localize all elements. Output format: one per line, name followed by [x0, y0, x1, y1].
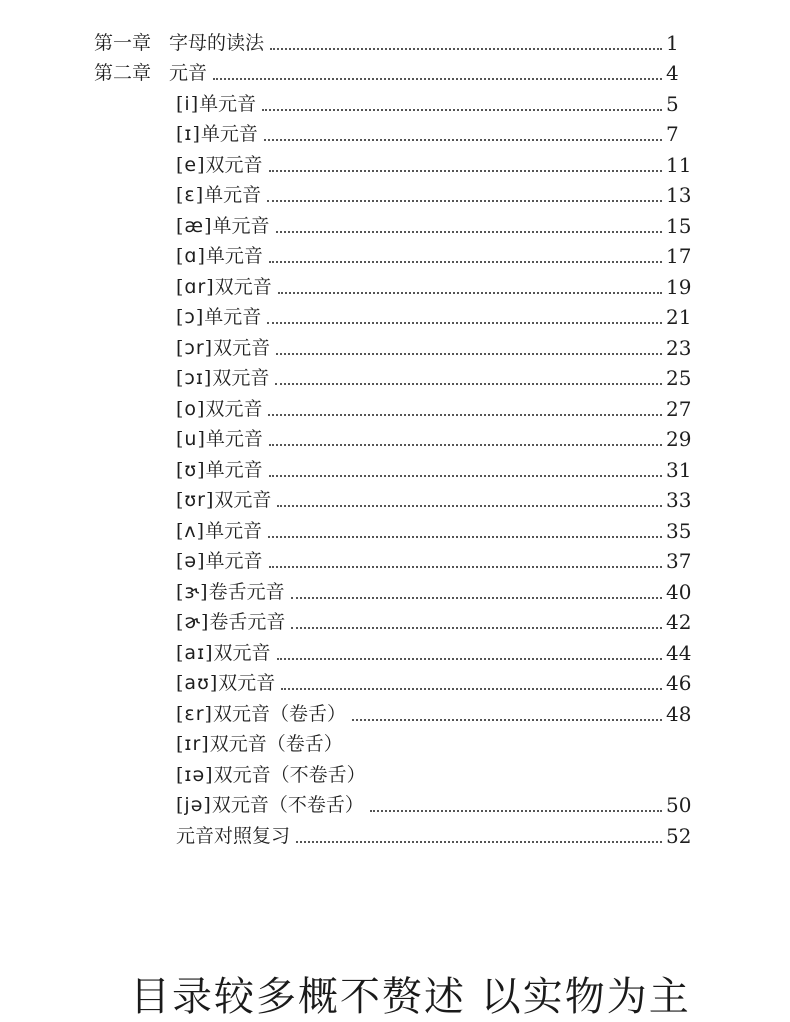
ipa-symbol: [176, 729, 210, 759]
toc-chapter-row[interactable]: [0, 27, 790, 58]
toc-entry-label: [176, 607, 285, 637]
toc-section-row[interactable]: [0, 88, 790, 119]
toc-section-row[interactable]: [0, 698, 790, 729]
dot-leader: [269, 565, 662, 568]
ipa-text: jə: [184, 794, 204, 816]
toc-entry-label: [176, 333, 270, 363]
left-bracket: [: [176, 367, 185, 389]
toc-entry-label: [176, 241, 263, 271]
left-bracket: [: [176, 336, 185, 359]
dot-leader: [291, 626, 662, 629]
page-number: 23: [666, 335, 692, 360]
section-title: 双元音: [205, 397, 263, 420]
left-bracket: [: [176, 123, 185, 145]
ipa-symbol: [176, 760, 214, 790]
dot-leader: [352, 718, 662, 721]
ipa-text: ɔɪ: [184, 367, 204, 389]
left-bracket: [: [176, 214, 185, 237]
right-bracket: ]: [203, 794, 212, 816]
dot-leader: [264, 138, 662, 141]
ipa-symbol: [176, 119, 201, 149]
page-number: 5: [666, 91, 679, 116]
toc-review-row[interactable]: [0, 820, 790, 851]
toc-section-row[interactable]: [0, 485, 790, 516]
toc-entry-label: [176, 638, 271, 668]
ipa-text: ʊr: [184, 489, 206, 511]
toc-entry-label: [176, 760, 366, 790]
section-title: 单元音: [212, 214, 270, 237]
ipa-text: ɝ: [184, 580, 201, 603]
right-bracket: ]: [195, 184, 205, 206]
left-bracket: [: [176, 641, 185, 664]
ipa-text: aʊ: [184, 672, 210, 694]
toc-entry-label: [94, 58, 207, 88]
toc-section-row[interactable]: [0, 180, 790, 211]
ipa-text: ɔr: [184, 336, 205, 359]
right-bracket: ]: [197, 458, 206, 481]
section-title: 单元音: [200, 123, 258, 145]
ipa-text: ɑr: [184, 275, 207, 298]
ipa-symbol: [176, 546, 206, 576]
ipa-text: ɪ: [184, 123, 193, 145]
toc-section-row[interactable]: [0, 607, 790, 638]
left-bracket: [: [176, 92, 185, 115]
right-bracket: ]: [197, 245, 206, 267]
right-bracket: ]: [209, 672, 219, 694]
toc-entry-label: [94, 28, 264, 58]
right-bracket: ]: [206, 275, 215, 298]
page-number: 27: [666, 396, 692, 421]
ipa-text: ɚ: [184, 611, 201, 633]
left-bracket: [: [176, 550, 185, 572]
ipa-symbol: [176, 424, 206, 454]
toc-section-row[interactable]: [0, 515, 790, 546]
section-title: 单元音: [199, 92, 257, 115]
ipa-symbol: [176, 333, 213, 363]
left-bracket: [: [176, 306, 185, 328]
page-number: 29: [666, 427, 692, 451]
page-number: 50: [666, 793, 692, 817]
left-bracket: [: [176, 489, 185, 511]
toc-entry-label: [176, 577, 285, 607]
ipa-symbol: [176, 485, 214, 515]
right-bracket: ]: [204, 702, 213, 725]
ipa-symbol: [176, 89, 199, 119]
page-number: 42: [666, 610, 692, 634]
section-title: 双元音: [218, 672, 276, 694]
toc-section-row[interactable]: [0, 637, 790, 668]
dot-leader: [291, 596, 662, 599]
right-bracket: ]: [203, 367, 213, 389]
page-number: 21: [666, 305, 692, 329]
right-bracket: ]: [197, 153, 206, 176]
toc-section-row[interactable]: [0, 790, 790, 821]
toc-entry-label: [176, 424, 263, 454]
ipa-symbol: [176, 577, 209, 607]
page-number: 13: [666, 183, 692, 207]
ipa-text: ɪr: [184, 733, 202, 755]
section-title: 单元音: [205, 428, 263, 450]
left-bracket: [: [176, 245, 185, 267]
ipa-text: ʌ: [184, 519, 197, 542]
chapter-title: 字母的读法: [169, 31, 265, 54]
dot-leader: [213, 77, 662, 80]
section-title: 双元音: [214, 275, 272, 298]
page-number: 17: [666, 244, 692, 268]
ipa-text: i: [184, 92, 191, 115]
toc-entry-label: [176, 821, 290, 851]
ipa-symbol: [176, 699, 213, 729]
ipa-text: o: [184, 397, 198, 420]
right-bracket: ]: [205, 489, 215, 511]
dot-leader: [276, 352, 662, 355]
left-bracket: [: [176, 702, 185, 725]
left-bracket: [: [176, 794, 185, 816]
ipa-symbol: [176, 211, 213, 241]
dot-leader: [275, 382, 662, 385]
section-title: 卷舌元音: [208, 580, 285, 603]
section-title: 双元音（不卷舌）: [211, 794, 364, 816]
right-bracket: ]: [195, 306, 205, 328]
section-title: 双元音（不卷舌）: [213, 763, 366, 786]
footer-note: 目录较多概不赘述 以实物为主: [130, 974, 691, 1020]
right-bracket: ]: [190, 92, 200, 115]
toc-entry-label: [176, 516, 262, 546]
right-bracket: ]: [197, 428, 206, 450]
dot-leader: [269, 260, 662, 263]
section-title: 双元音: [212, 367, 270, 389]
toc-section-row[interactable]: [0, 668, 790, 699]
ipa-text: ɑ: [184, 245, 198, 267]
toc-entry-label: [176, 302, 261, 332]
dot-leader: [277, 657, 662, 660]
ipa-symbol: [176, 516, 205, 546]
right-bracket: ]: [196, 519, 206, 542]
dot-leader: [269, 169, 662, 172]
toc-section-row[interactable]: [0, 424, 790, 455]
toc-section-row[interactable]: [0, 241, 790, 272]
toc-section-row[interactable]: [0, 454, 790, 485]
page-number: 44: [666, 640, 692, 665]
left-bracket: [: [176, 763, 185, 786]
toc-section-row[interactable]: [0, 332, 790, 363]
ipa-text: e: [184, 153, 198, 176]
section-title: 双元音: [213, 336, 271, 359]
table-of-contents: [0, 27, 790, 851]
ipa-text: ɔ: [184, 306, 196, 328]
dot-leader: [276, 230, 662, 233]
page-number: 11: [666, 152, 692, 177]
left-bracket: [: [176, 733, 185, 755]
ipa-text: ɛr: [184, 702, 205, 725]
ipa-text: ɪə: [184, 763, 206, 786]
right-bracket: ]: [200, 580, 209, 603]
right-bracket: ]: [192, 123, 201, 145]
dot-leader: [268, 535, 662, 538]
ipa-text: ə: [184, 550, 198, 572]
dot-leader: [262, 108, 662, 111]
ipa-symbol: [176, 180, 204, 210]
toc-section-row[interactable]: [0, 271, 790, 302]
dot-leader: [370, 809, 662, 812]
toc-section-row[interactable]: [0, 119, 790, 150]
dot-leader: [267, 321, 662, 324]
section-title: 单元音: [205, 550, 263, 572]
toc-section-row[interactable]: [0, 149, 790, 180]
chapter-title: 元音: [169, 62, 208, 84]
ipa-text: æ: [184, 214, 205, 237]
left-bracket: [: [176, 275, 185, 298]
page-number: 25: [666, 366, 692, 390]
section-title: 双元音: [213, 641, 271, 664]
left-bracket: [: [176, 397, 185, 420]
dot-leader: [278, 291, 662, 294]
dot-leader: [269, 474, 662, 477]
toc-entry-label: [176, 180, 261, 210]
toc-entry-label: [176, 546, 263, 576]
ipa-symbol: [176, 790, 212, 820]
toc-entry-label: [176, 272, 272, 302]
left-bracket: [: [176, 428, 185, 450]
toc-section-row[interactable]: [0, 729, 790, 760]
right-bracket: ]: [205, 641, 214, 664]
right-bracket: ]: [204, 214, 213, 237]
right-bracket: ]: [205, 763, 214, 786]
toc-entry-label: [176, 668, 275, 698]
ipa-symbol: [176, 302, 204, 332]
section-title: 双元音（卷舌）: [209, 733, 343, 755]
toc-entry-label: [176, 790, 364, 820]
ipa-symbol: [176, 394, 205, 424]
ipa-symbol: [176, 668, 218, 698]
section-title: 双元音: [214, 489, 272, 511]
dot-leader: [296, 840, 662, 843]
section-title: 单元音: [205, 458, 263, 481]
page-number: 46: [666, 671, 692, 695]
right-bracket: ]: [197, 397, 206, 420]
toc-entry-label: [176, 363, 269, 393]
ipa-text: aɪ: [184, 641, 206, 664]
right-bracket: ]: [201, 611, 210, 633]
left-bracket: [: [176, 611, 185, 633]
toc-entry-label: [176, 394, 262, 424]
page-number: 4: [666, 61, 679, 85]
page-number: 33: [666, 488, 692, 512]
toc-entry-label: [176, 89, 256, 119]
ipa-symbol: [176, 150, 206, 180]
toc-entry-label: [176, 150, 263, 180]
toc-section-row[interactable]: [0, 302, 790, 333]
left-bracket: [: [176, 458, 185, 481]
left-bracket: [: [176, 672, 185, 694]
page-number: 1: [666, 30, 679, 55]
page-number: 40: [666, 579, 692, 604]
dot-leader: [281, 687, 662, 690]
section-title: 双元音: [205, 153, 263, 176]
chapter-number: 第二章: [94, 62, 152, 84]
dot-leader: [269, 443, 662, 446]
dot-leader: [268, 413, 662, 416]
right-bracket: ]: [204, 336, 214, 359]
toc-section-row[interactable]: [0, 363, 790, 394]
ipa-text: u: [184, 428, 198, 450]
ipa-text: ɛ: [184, 184, 196, 206]
left-bracket: [: [176, 519, 185, 542]
toc-section-row[interactable]: [0, 210, 790, 241]
toc-entry-label: [176, 119, 258, 149]
toc-chapter-row[interactable]: [0, 58, 790, 89]
review-title: 元音对照复习: [176, 824, 291, 847]
page-number: 48: [666, 701, 692, 726]
page-number: 19: [666, 274, 692, 299]
left-bracket: [: [176, 153, 185, 176]
dot-leader: [267, 199, 662, 202]
page-number: 37: [666, 549, 692, 573]
toc-entry-label: [176, 729, 343, 759]
toc-entry-label: [176, 699, 346, 729]
dot-leader: [277, 504, 662, 507]
toc-section-row[interactable]: [0, 576, 790, 607]
section-title: 单元音: [205, 519, 263, 542]
left-bracket: [: [176, 580, 185, 603]
dot-leader: [270, 47, 662, 50]
toc-section-row[interactable]: [0, 546, 790, 577]
toc-section-row[interactable]: [0, 759, 790, 790]
section-title: 单元音: [204, 184, 262, 206]
ipa-symbol: [176, 638, 214, 668]
section-title: 双元音（卷舌）: [212, 702, 346, 725]
toc-section-row[interactable]: [0, 393, 790, 424]
page-number: 52: [666, 823, 692, 848]
left-bracket: [: [176, 184, 185, 206]
ipa-symbol: [176, 607, 209, 637]
ipa-symbol: [176, 363, 212, 393]
right-bracket: ]: [197, 550, 206, 572]
ipa-symbol: [176, 241, 206, 271]
toc-entry-label: [176, 211, 270, 241]
section-title: 单元音: [205, 245, 263, 267]
chapter-number: 第一章: [94, 31, 152, 54]
page-number: 7: [666, 122, 679, 146]
page-number: 31: [666, 457, 692, 482]
section-title: 卷舌元音: [209, 611, 286, 633]
toc-entry-label: [176, 485, 271, 515]
ipa-symbol: [176, 455, 206, 485]
section-title: 单元音: [204, 306, 262, 328]
page-number: 35: [666, 518, 692, 543]
ipa-symbol: [176, 272, 215, 302]
toc-entry-label: [176, 455, 263, 485]
ipa-text: ʊ: [184, 458, 198, 481]
toc-section-list: [0, 88, 790, 820]
page-number: 15: [666, 213, 692, 238]
right-bracket: ]: [201, 733, 210, 755]
